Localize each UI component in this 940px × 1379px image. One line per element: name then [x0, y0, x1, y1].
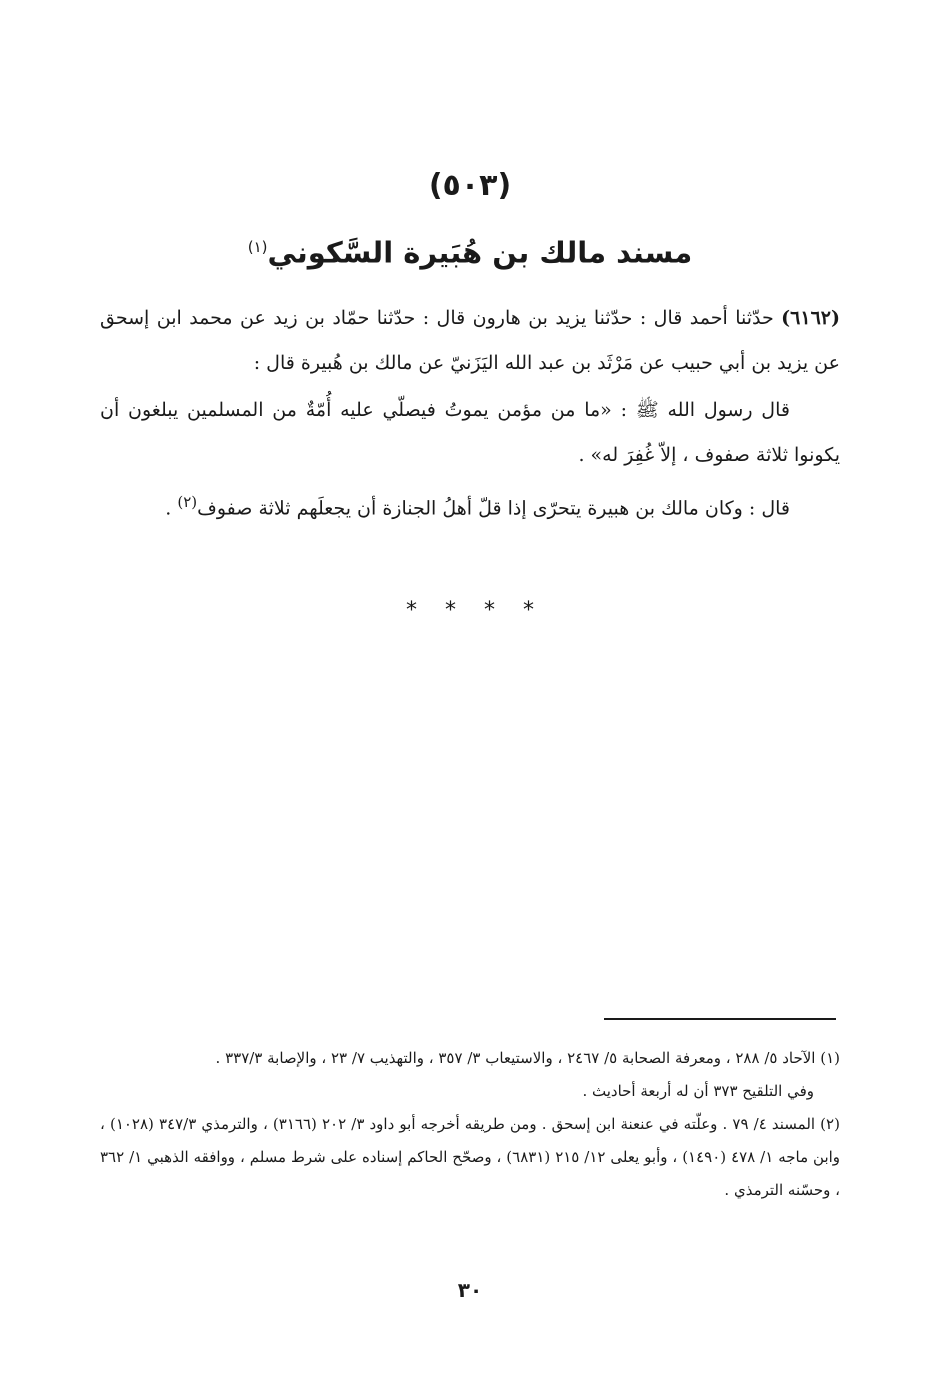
chapter-number: (٥٠٣)	[428, 168, 512, 203]
chapter-title	[0, 224, 940, 276]
hadith-addendum	[100, 480, 840, 531]
separator-star: *	[445, 598, 456, 623]
footnote-1: (١) الآحاد ٥/ ٢٨٨ ، ومعرفة الصحابة ٥/ ٢٤٦٧ ، والاستيعاب ٣/ ٣٥٧ ، والتهذيب ٧/ ٢٣ ، والإصابة ٣٣٧/٣ .	[215, 1049, 840, 1067]
separator-star: *	[484, 598, 495, 623]
hadith-addendum-end: .	[165, 497, 178, 520]
separator-star: *	[523, 598, 534, 623]
separator-star: *	[406, 598, 417, 623]
section-separator	[0, 598, 940, 623]
hadith-chain	[100, 296, 840, 386]
hadith-number: (٦١٦٢)	[781, 307, 840, 329]
footnote-1-continuation: وفي التلقيح ٣٧٣ أن له أربعة أحاديث .	[582, 1082, 814, 1100]
hadith-body	[100, 296, 840, 531]
hadith-addendum-text: قال : وكان مالك بن هبيرة يتحرّى إذا قلّ أهلُ الجنازة أن يجعلَهم ثلاثة صفوف	[197, 497, 790, 520]
footnotes	[100, 1042, 840, 1207]
hadith-addendum-footnote-ref: (٢)	[177, 493, 198, 511]
chapter-title-text: مسند مالك بن هُبَيرة السَّكوني	[267, 235, 693, 270]
footnote-2: (٢) المسند ٤/ ٧٩ . وعلّته في عنعنة ابن إسحق . ومن طريقه أخرجه أبو داود ٣/ ٢٠٢ (٣١٦٦) ، والترمذي ٣٤٧/٣ (١٠٢٨) ، وابن ماجه ١/ ٤٧٨ (١٤٩٠) ، وأبو يعلى ١٢/ ٢١٥ (٦٨٣١) ، وصحّح الحاكم إسناده على شرط مسلم ، ووافقه الذهبي ١/ ٣٦٢ ، وحسّنه الترمذي .	[100, 1115, 841, 1199]
page-number: ٣٠	[457, 1278, 483, 1302]
hadith-text: قال رسول الله ﷺ : «ما من مؤمن يموتُ فيصلّي عليه أُمّةٌ من المسلمين يبلغون أن يكونوا ثلاثة صفوف ، إلاّ غُفِرَ له» .	[100, 399, 840, 466]
hadith-chain-text: حدّثنا أحمد قال : حدّثنا يزيد بن هارون قال : حدّثنا حمّاد بن زيد عن محمد ابن إسحق عن يزيد بن أبي حبيب عن مَرْثَد بن عبد الله اليَزَنيّ عن مالك بن هُبيرة قال :	[100, 307, 840, 374]
chapter-title-footnote-ref: (١)	[247, 238, 268, 256]
footnote-rule	[604, 1018, 836, 1020]
